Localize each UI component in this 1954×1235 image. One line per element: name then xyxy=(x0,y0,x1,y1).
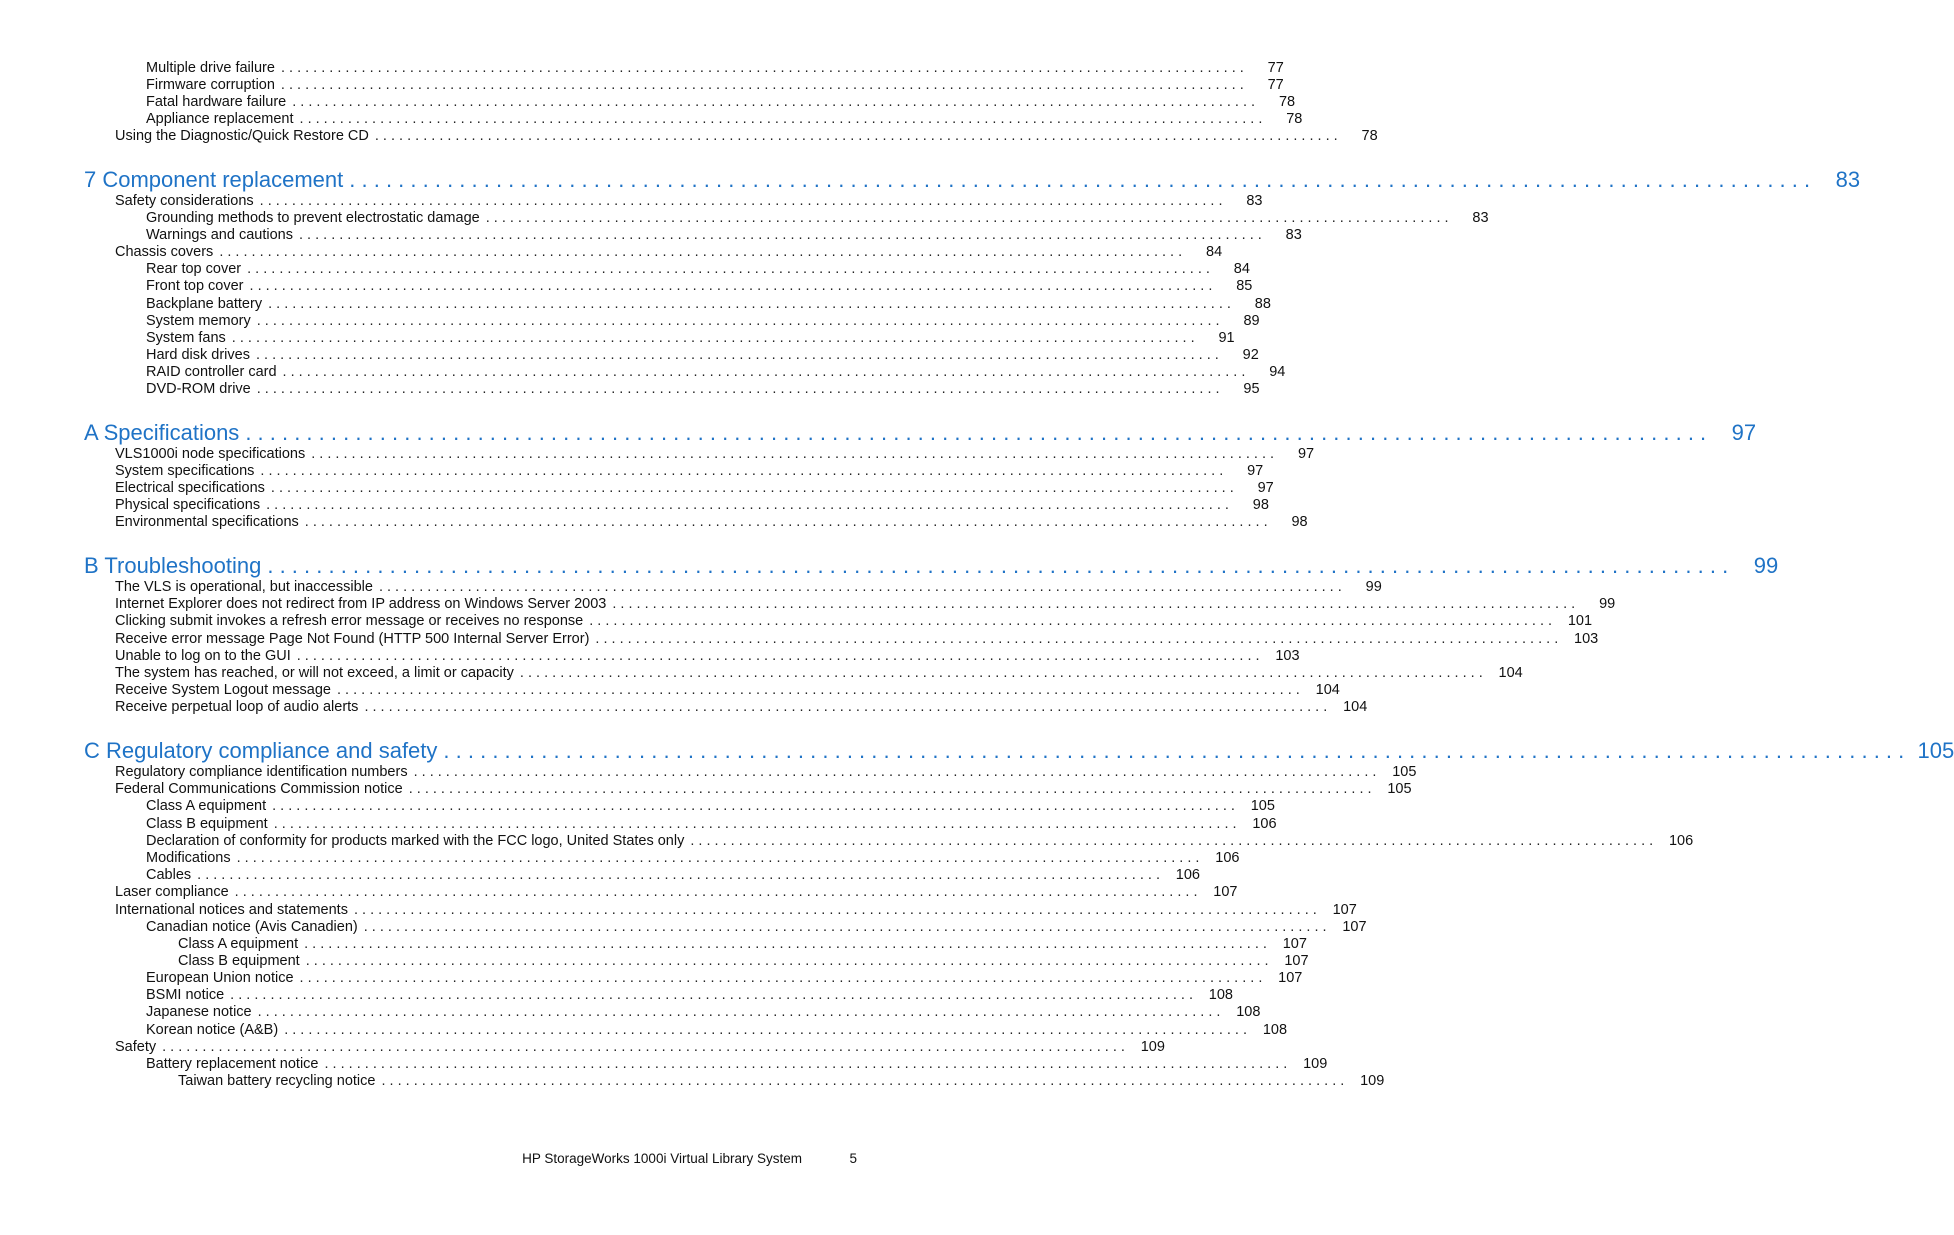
dot-leader: . . . . . . . . . . . . . . . . . . . . . . . . . . . . . . . . . . . . . . . . . . . . . . . . . . . . . . . . . . . . . . . . . . . . . . . . . . . . . . . . . . . . . . . . . . . . . . . . . . . . . . . . . . . . . . . . . . . . . . . . xyxy=(408,781,1372,797)
toc-entry-page: 107 xyxy=(1284,953,1309,969)
toc-entry-title: Chassis covers xyxy=(115,244,214,260)
toc-entry-page: 103 xyxy=(1275,648,1300,664)
toc-entry[interactable] xyxy=(178,1073,1385,1090)
toc-entry-page: 103 xyxy=(1574,631,1599,647)
toc-entry-title: Internet Explorer does not redirect from IP address on Windows Server 2003 xyxy=(115,596,607,612)
toc-entry-title: RAID controller card xyxy=(146,364,277,380)
toc-entry[interactable] xyxy=(146,833,1694,850)
toc-entry-title: European Union notice xyxy=(146,970,294,986)
dot-leader: . . . . . . . . . . . . . . . . . . . . . . . . . . . . . . . . . . . . . . . . . . . . . . . . . . . . . . . . . . . . . . . . . . . . . . . . . . . . . . . . . . . . . . . . . . . . . . . . . . . . . . . . . . . . . . . . . . . . . . . . xyxy=(268,296,1231,312)
dot-leader: . . . . . . . . . . . . . . . . . . . . . . . . . . . . . . . . . . . . . . . . . . . . . . . . . . . . . . . . . . . . . . . . . . . . . . . . . . . . . . . . . . . . . . . . . . . . . . . . . . . . . . . . . . . . . . . . . . . . . . . . xyxy=(364,699,1328,715)
dot-leader: . . . . . . . . . . . . . . . . . . . . . . . . . . . . . . . . . . . . . . . . . . . . . . . . . . . . . . . . . . . . . . . . . . . . . . . . . . . . . . . . . . . . . . . . . . . . . . . . . . . . . . . . . . . . . . . . . . . . . . . . xyxy=(299,970,1263,986)
toc-entry[interactable] xyxy=(115,613,1593,630)
toc-entry-title: System specifications xyxy=(115,463,255,479)
toc-entry[interactable] xyxy=(146,381,1260,398)
dot-leader: . . . . . . . . . . . . . . . . . . . . . . . . . . . . . . . . . . . . . . . . . . . . . . . . . . . . . . . . . . . . . . . . . . . . . . . . . . . . . . . . . . . . . . . . . . . . . . . . . . . . . . . . . . . . . . . . . . . . . . . . xyxy=(595,631,1559,647)
footer-document-title: HP StorageWorks 1000i Virtual Library System xyxy=(522,1151,802,1166)
dot-leader: . . . . . . . . . . . . . . . . . . . . . . . . . . . . . . . . . . . . . . . . . . . . . . . . . . . . . . . . . . . . . . . . . . . . . . . . . . . . . . . . . . . . . . . . . . . . . . . . . . . . . . . . . . . . . . . . . . . . . . . . xyxy=(273,816,1237,832)
toc-entry[interactable] xyxy=(146,77,1284,94)
toc-entry-title: Safety considerations xyxy=(115,193,254,209)
toc-entry-title: Warnings and cautions xyxy=(146,227,293,243)
dot-leader: . . . . . . . . . . . . . . . . . . . . . . . . . . . . . . . . . . . . . . . . . . . . . . . . . . . . . . . . . . . . . . . . . . . . . . . . . . . . . . . . . . . . . . . . . . . . . . . . . . . . . . . . . . . . . . . . . . . . . . . . xyxy=(349,167,1811,192)
toc-entry-page: 104 xyxy=(1315,682,1340,698)
toc-entry-page: 108 xyxy=(1262,1022,1288,1038)
toc-entry-title: Receive error message Page Not Found (HTTP 500 Internal Server Error) xyxy=(115,631,590,647)
dot-leader: . . . . . . . . . . . . . . . . . . . . . . . . . . . . . . . . . . . . . . . . . . . . . . . . . . . . . . . . . . . . . . . . . . . . . . . . . . . . . . . . . . . . . . . . . . . . . . . . . . . . . . . . . . . . . . . . . . . . . . . . xyxy=(612,596,1576,612)
toc-entry-title: Receive perpetual loop of audio alerts xyxy=(115,699,359,715)
toc-entry-title: Physical specifications xyxy=(115,497,261,513)
toc-entry-page: 99 xyxy=(1753,553,1779,578)
toc-entry-page: 107 xyxy=(1282,936,1307,952)
toc-entry-page: 78 xyxy=(1286,111,1303,127)
toc-entry-title: Electrical specifications xyxy=(115,480,265,496)
dot-leader: . . . . . . . . . . . . . . . . . . . . . . . . . . . . . . . . . . . . . . . . . . . . . . . . . . . . . . . . . . . . . . . . . . . . . . . . . . . . . . . . . . . . . . . . . . . . . . . . . . . . . . . . . . . . . . . . . . . . . . . . xyxy=(280,60,1244,76)
toc-entry[interactable] xyxy=(146,210,1489,227)
dot-leader: . . . . . . . . . . . . . . . . . . . . . . . . . . . . . . . . . . . . . . . . . . . . . . . . . . . . . . . . . . . . . . . . . . . . . . . . . . . . . . . . . . . . . . . . . . . . . . . . . . . . . . . . . . . . . . . . . . . . . . . . xyxy=(413,764,1377,780)
toc-entry[interactable] xyxy=(115,446,1315,463)
toc-entry-page: 107 xyxy=(1342,919,1367,935)
toc-entry[interactable] xyxy=(146,867,1200,884)
toc-entry-title: Federal Communications Commission notice xyxy=(115,781,403,797)
toc-entry[interactable] xyxy=(115,579,1382,596)
toc-entry-page: 101 xyxy=(1567,613,1593,629)
dot-leader: . . . . . . . . . . . . . . . . . . . . . . . . . . . . . . . . . . . . . . . . . . . . . . . . . . . . . . . . . . . . . . . . . . . . . . . . . . . . . . . . . . . . . . . . . . . . . . . . . . . . . . . . . . . . . . . . . . . . . . . . xyxy=(305,953,1269,969)
toc-entry-page: 109 xyxy=(1303,1056,1328,1072)
toc-entry-title: Battery replacement notice xyxy=(146,1056,319,1072)
dot-leader: . . . . . . . . . . . . . . . . . . . . . . . . . . . . . . . . . . . . . . . . . . . . . . . . . . . . . . . . . . . . . . . . . . . . . . . . . . . . . . . . . . . . . . . . . . . . . . . . . . . . . . . . . . . . . . . . . . . . . . . . xyxy=(378,579,1342,595)
toc-entry-page: 88 xyxy=(1254,296,1271,312)
toc-entry-title: Class A equipment xyxy=(178,936,299,952)
toc-entry-page: 98 xyxy=(1291,514,1308,530)
dot-leader: . . . . . . . . . . . . . . . . . . . . . . . . . . . . . . . . . . . . . . . . . . . . . . . . . . . . . . . . . . . . . . . . . . . . . . . . . . . . . . . . . . . . . . . . . . . . . . . . . . . . . . . . . . . . . . . . . . . . . . . . xyxy=(304,514,1268,530)
toc-entry-page: 85 xyxy=(1236,278,1253,294)
toc-entry[interactable] xyxy=(115,497,1269,514)
toc-entry[interactable] xyxy=(115,781,1412,798)
dot-leader: . . . . . . . . . . . . . . . . . . . . . . . . . . . . . . . . . . . . . . . . . . . . . . . . . . . . . . . . . . . . . . . . . . . . . . . . . . . . . . . . . . . . . . . . . . . . . . . . . . . . . . . . . . . . . . . . . . . . . . . . xyxy=(280,77,1244,93)
dot-leader: . . . . . . . . . . . . . . . . . . . . . . . . . . . . . . . . . . . . . . . . . . . . . . . . . . . . . . . . . . . . . . . . . . . . . . . . . . . . . . . . . . . . . . . . . . . . . . . . . . . . . . . . . . . . . . . . . . . . . . . . xyxy=(690,833,1654,849)
toc-entry[interactable] xyxy=(115,596,1616,613)
toc-entry-page: 78 xyxy=(1278,94,1296,110)
toc-entry-page: 84 xyxy=(1206,244,1223,260)
toc-entry-page: 78 xyxy=(1361,128,1378,144)
toc-entry-page: 92 xyxy=(1242,347,1259,363)
toc-entry[interactable] xyxy=(146,347,1259,364)
dot-leader: . . . . . . . . . . . . . . . . . . . . . . . . . . . . . . . . . . . . . . . . . . . . . . . . . . . . . . . . . . . . . . . . . . . . . . . . . . . . . . . . . . . . . . . . . . . . . . . . . . . . . . . . . . . . . . . . . . . . . . . . xyxy=(260,463,1224,479)
toc-entry-page: 91 xyxy=(1218,330,1235,346)
dot-leader: . . . . . . . . . . . . . . . . . . . . . . . . . . . . . . . . . . . . . . . . . . . . . . . . . . . . . . . . . . . . . . . . . . . . . . . . . . . . . . . . . . . . . . . . . . . . . . . . . . . . . . . . . . . . . . . . . . . . . . . . xyxy=(266,497,1229,513)
toc-entry-page: 94 xyxy=(1269,364,1286,380)
toc-chapter-heading[interactable] xyxy=(84,553,1779,579)
dot-leader: . . . . . . . . . . . . . . . . . . . . . . . . . . . . . . . . . . . . . . . . . . . . . . . . . . . . . . . . . . . . . . . . . . . . . . . . . . . . . . . . . . . . . . . . . . . . . . . . . . . . . . . . . . . . . . . . . . . . . . . . xyxy=(324,1056,1288,1072)
toc-entry[interactable] xyxy=(146,816,1277,833)
toc-entry-title: Hard disk drives xyxy=(146,347,250,363)
dot-leader: . . . . . . . . . . . . . . . . . . . . . . . . . . . . . . . . . . . . . . . . . . . . . . . . . . . . . . . . . . . . . . . . . . . . . . . . . . . . . . . . . . . . . . . . . . . . . . . . . . . . . . . . . . . . . . . . . . . . . . . . xyxy=(381,1073,1345,1089)
toc-entry-title: Multiple drive failure xyxy=(146,60,275,76)
toc-entry[interactable] xyxy=(115,764,1417,781)
dot-leader: . . . . . . . . . . . . . . . . . . . . . . . . . . . . . . . . . . . . . . . . . . . . . . . . . . . . . . . . . . . . . . . . . . . . . . . . . . . . . . . . . . . . . . . . . . . . . . . . . . . . . . . . . . . . . . . . . . . . . . . . xyxy=(298,227,1262,243)
toc-entry[interactable] xyxy=(146,94,1296,111)
toc-entry[interactable] xyxy=(178,936,1307,953)
toc-entry[interactable] xyxy=(146,227,1302,244)
dot-leader: . . . . . . . . . . . . . . . . . . . . . . . . . . . . . . . . . . . . . . . . . . . . . . . . . . . . . . . . . . . . . . . . . . . . . . . . . . . . . . . . . . . . . . . . . . . . . . . . . . . . . . . . . . . . . . . . . . . . . . . . xyxy=(162,1039,1125,1055)
toc-entry-page: 99 xyxy=(1365,579,1382,595)
toc-entry-title: Class A equipment xyxy=(146,798,267,814)
toc-entry-title: Cables xyxy=(146,867,192,883)
toc-entry-page: 97 xyxy=(1257,480,1274,496)
toc-entry-page: 106 xyxy=(1252,816,1277,832)
dot-leader: . . . . . . . . . . . . . . . . . . . . . . . . . . . . . . . . . . . . . . . . . . . . . . . . . . . . . . . . . . . . . . . . . . . . . . . . . . . . . . . . . . . . . . . . . . . . . . . . . . . . . . . . . . . . . . . . . . . . . . . . xyxy=(337,682,1300,698)
toc-entry-page: 108 xyxy=(1208,987,1233,1003)
dot-leader: . . . . . . . . . . . . . . . . . . . . . . . . . . . . . . . . . . . . . . . . . . . . . . . . . . . . . . . . . . . . . . . . . . . . . . . . . . . . . . . . . . . . . . . . . . . . . . . . . . . . . . . . . . . . . . . . . . . . . . . . xyxy=(234,884,1198,900)
toc-entry-title: Front top cover xyxy=(146,278,244,294)
toc-entry[interactable] xyxy=(115,884,1238,901)
toc-entry-title: Fatal hardware failure xyxy=(146,94,287,110)
dot-leader: . . . . . . . . . . . . . . . . . . . . . . . . . . . . . . . . . . . . . . . . . . . . . . . . . . . . . . . . . . . . . . . . . . . . . . . . . . . . . . . . . . . . . . . . . . . . . . . . . . . . . . . . . . . . . . . . . . . . . . . . xyxy=(236,850,1200,866)
toc-entry-page: 77 xyxy=(1267,60,1284,76)
toc-entry-title: Laser compliance xyxy=(115,884,229,900)
toc-entry-title: Class B equipment xyxy=(178,953,300,969)
toc-entry-page: 99 xyxy=(1599,596,1616,612)
toc-entry-page: 107 xyxy=(1278,970,1303,986)
toc-entry[interactable] xyxy=(146,278,1253,295)
toc-chapter-heading[interactable] xyxy=(84,738,1954,764)
toc-entry-page: 109 xyxy=(1140,1039,1165,1055)
toc-entry-title: The VLS is operational, but inaccessible xyxy=(115,579,373,595)
toc-entry-page: 95 xyxy=(1243,381,1260,397)
toc-entry[interactable] xyxy=(146,313,1260,330)
toc-entry-page: 97 xyxy=(1247,463,1264,479)
toc-entry-title: Appliance replacement xyxy=(146,111,294,127)
toc-entry-title: Receive System Logout message xyxy=(115,682,331,698)
toc-entry-page: 83 xyxy=(1246,193,1263,209)
toc-entry[interactable] xyxy=(146,970,1303,987)
toc-entry[interactable] xyxy=(146,1004,1261,1021)
dot-leader: . . . . . . . . . . . . . . . . . . . . . . . . . . . . . . . . . . . . . . . . . . . . . . . . . . . . . . . . . . . . . . . . . . . . . . . . . . . . . . . . . . . . . . . . . . . . . . . . . . . . . . . . . . . . . . . . . . . . . . . . xyxy=(589,613,1553,629)
toc-entry[interactable] xyxy=(146,60,1284,77)
dot-leader: . . . . . . . . . . . . . . . . . . . . . . . . . . . . . . . . . . . . . . . . . . . . . . . . . . . . . . . . . . . . . . . . . . . . . . . . . . . . . . . . . . . . . . . . . . . . . . . . . . . . . . . . . . . . . . . . . . . . . . . . xyxy=(304,936,1267,952)
toc-entry-title: B Troubleshooting xyxy=(84,553,262,578)
toc-entry-page: 97 xyxy=(1297,446,1315,462)
toc-entry-title: C Regulatory compliance and safety xyxy=(84,738,438,763)
dot-leader: . . . . . . . . . . . . . . . . . . . . . . . . . . . . . . . . . . . . . . . . . . . . . . . . . . . . . . . . . . . . . . . . . . . . . . . . . . . . . . . . . . . . . . . . . . . . . . . . . . . . . . . . . . . . . . . . . . . . . . . . xyxy=(231,330,1195,346)
toc-entry-title: System memory xyxy=(146,313,251,329)
toc-entry-title: Backplane battery xyxy=(146,296,263,312)
toc-entry-title: Canadian notice (Avis Canadien) xyxy=(146,919,358,935)
toc-entry-page: 89 xyxy=(1243,313,1260,329)
toc-entry-title: VLS1000i node specifications xyxy=(115,446,306,462)
toc-entry[interactable] xyxy=(146,798,1275,815)
toc-entry-title: System fans xyxy=(146,330,226,346)
dot-leader: . . . . . . . . . . . . . . . . . . . . . . . . . . . . . . . . . . . . . . . . . . . . . . . . . . . . . . . . . . . . . . . . . . . . . . . . . . . . . . . . . . . . . . . . . . . . . . . . . . . . . . . . . . . . . . . . . . . . . . . . xyxy=(255,347,1219,363)
toc-entry-page: 105 xyxy=(1392,764,1417,780)
toc-entry[interactable] xyxy=(115,480,1274,497)
dot-leader: . . . . . . . . . . . . . . . . . . . . . . . . . . . . . . . . . . . . . . . . . . . . . . . . . . . . . . . . . . . . . . . . . . . . . . . . . . . . . . . . . . . . . . . . . . . . . . . . . . . . . . . . . . . . . . . . . . . . . . . . xyxy=(374,128,1338,144)
toc-entry-title: Rear top cover xyxy=(146,261,242,277)
toc-entry-page: 83 xyxy=(1472,210,1489,226)
toc-entry-title: Unable to log on to the GUI xyxy=(115,648,291,664)
toc-entry-page: 106 xyxy=(1215,850,1240,866)
toc-entry-page: 98 xyxy=(1252,497,1269,513)
toc-entry-page: 107 xyxy=(1213,884,1238,900)
toc-entry[interactable] xyxy=(146,1022,1288,1039)
toc-entry[interactable] xyxy=(115,128,1378,145)
dot-leader: . . . . . . . . . . . . . . . . . . . . . . . . . . . . . . . . . . . . . . . . . . . . . . . . . . . . . . . . . . . . . . . . . . . . . . . . . . . . . . . . . . . . . . . . . . . . . . . . . . . . . . . . . . . . . . . . . . . . . . . . xyxy=(311,446,1275,462)
toc-entry[interactable] xyxy=(146,919,1367,936)
toc-entry-title: Using the Diagnostic/Quick Restore CD xyxy=(115,128,369,144)
toc-entry[interactable] xyxy=(146,1056,1328,1073)
toc-entry-page: 105 xyxy=(1917,738,1954,763)
toc-entry[interactable] xyxy=(115,463,1264,480)
toc-entry-title: Declaration of conformity for products marked with the FCC logo, United States only xyxy=(146,833,685,849)
toc-entry[interactable] xyxy=(178,953,1309,970)
toc-entry-title: Environmental specifications xyxy=(115,514,299,530)
toc-entry-page: 106 xyxy=(1668,833,1694,849)
toc-entry[interactable] xyxy=(115,193,1263,210)
toc-entry[interactable] xyxy=(115,682,1340,699)
toc-entry-page: 83 xyxy=(1835,167,1861,192)
dot-leader: . . . . . . . . . . . . . . . . . . . . . . . . . . . . . . . . . . . . . . . . . . . . . . . . . . . . . . . . . . . . . . . . . . . . . . . . . . . . . . . . . . . . . . . . . . . . . . . . . . . . . . . . . . . . . . . . . . . . . . . . xyxy=(256,381,1220,397)
toc-entry-page: 83 xyxy=(1285,227,1302,243)
dot-leader: . . . . . . . . . . . . . . . . . . . . . . . . . . . . . . . . . . . . . . . . . . . . . . . . . . . . . . . . . . . . . . . . . . . . . . . . . . . . . . . . . . . . . . . . . . . . . . . . . . . . . . . . . . . . . . . . . . . . . . . . xyxy=(230,987,1193,1003)
toc-entry-title: Regulatory compliance identification numbers xyxy=(115,764,408,780)
toc-entry-title: Modifications xyxy=(146,850,231,866)
toc-entry[interactable] xyxy=(115,1039,1165,1056)
toc-entry[interactable] xyxy=(146,364,1286,381)
toc-entry-title: 7 Component replacement xyxy=(84,167,344,192)
toc-entry-title: Korean notice (A&B) xyxy=(146,1022,279,1038)
dot-leader: . . . . . . . . . . . . . . . . . . . . . . . . . . . . . . . . . . . . . . . . . . . . . . . . . . . . . . . . . . . . . . . . . . . . . . . . . . . . . . . . . . . . . . . . . . . . . . . . . . . . . . . . . . . . . . . . . . . . . . . . xyxy=(443,738,1905,763)
toc-entry[interactable] xyxy=(115,699,1368,716)
dot-leader: . . . . . . . . . . . . . . . . . . . . . . . . . . . . . . . . . . . . . . . . . . . . . . . . . . . . . . . . . . . . . . . . . . . . . . . . . . . . . . . . . . . . . . . . . . . . . . . . . . . . . . . . . . . . . . . . . . . . . . . . xyxy=(284,1022,1248,1038)
toc-entry-title: Class B equipment xyxy=(146,816,268,832)
dot-leader: . . . . . . . . . . . . . . . . . . . . . . . . . . . . . . . . . . . . . . . . . . . . . . . . . . . . . . . . . . . . . . . . . . . . . . . . . . . . . . . . . . . . . . . . . . . . . . . . . . . . . . . . . . . . . . . . . . . . . . . . xyxy=(272,798,1235,814)
dot-leader: . . . . . . . . . . . . . . . . . . . . . . . . . . . . . . . . . . . . . . . . . . . . . . . . . . . . . . . . . . . . . . . . . . . . . . . . . . . . . . . . . . . . . . . . . . . . . . . . . . . . . . . . . . . . . . . . . . . . . . . . xyxy=(247,261,1210,277)
toc-entry[interactable] xyxy=(146,987,1233,1004)
toc-entry-title: Taiwan battery recycling notice xyxy=(178,1073,376,1089)
footer-page-number: 5 xyxy=(849,1151,857,1166)
toc-entry-page: 107 xyxy=(1332,902,1357,918)
toc-entry-page: 106 xyxy=(1175,867,1200,883)
dot-leader: . . . . . . . . . . . . . . . . . . . . . . . . . . . . . . . . . . . . . . . . . . . . . . . . . . . . . . . . . . . . . . . . . . . . . . . . . . . . . . . . . . . . . . . . . . . . . . . . . . . . . . . . . . . . . . . . . . . . . . . . xyxy=(249,278,1213,294)
dot-leader: . . . . . . . . . . . . . . . . . . . . . . . . . . . . . . . . . . . . . . . . . . . . . . . . . . . . . . . . . . . . . . . . . . . . . . . . . . . . . . . . . . . . . . . . . . . . . . . . . . . . . . . . . . . . . . . . . . . . . . . . xyxy=(267,553,1729,578)
toc-entry-page: 105 xyxy=(1250,798,1275,814)
toc-entry-title: BSMI notice xyxy=(146,987,225,1003)
toc-entry-title: DVD-ROM drive xyxy=(146,381,251,397)
dot-leader: . . . . . . . . . . . . . . . . . . . . . . . . . . . . . . . . . . . . . . . . . . . . . . . . . . . . . . . . . . . . . . . . . . . . . . . . . . . . . . . . . . . . . . . . . . . . . . . . . . . . . . . . . . . . . . . . . . . . . . . . xyxy=(519,665,1483,681)
dot-leader: . . . . . . . . . . . . . . . . . . . . . . . . . . . . . . . . . . . . . . . . . . . . . . . . . . . . . . . . . . . . . . . . . . . . . . . . . . . . . . . . . . . . . . . . . . . . . . . . . . . . . . . . . . . . . . . . . . . . . . . . xyxy=(485,210,1449,226)
toc-entry[interactable] xyxy=(115,244,1223,261)
dot-leader: . . . . . . . . . . . . . . . . . . . . . . . . . . . . . . . . . . . . . . . . . . . . . . . . . . . . . . . . . . . . . . . . . . . . . . . . . . . . . . . . . . . . . . . . . . . . . . . . . . . . . . . . . . . . . . . . . . . . . . . . xyxy=(270,480,1234,496)
dot-leader: . . . . . . . . . . . . . . . . . . . . . . . . . . . . . . . . . . . . . . . . . . . . . . . . . . . . . . . . . . . . . . . . . . . . . . . . . . . . . . . . . . . . . . . . . . . . . . . . . . . . . . . . . . . . . . . . . . . . . . . . xyxy=(259,193,1223,209)
toc-entry-title: Japanese notice xyxy=(146,1004,252,1020)
toc-entry-title: The system has reached, or will not exceed, a limit or capacity xyxy=(115,665,514,681)
toc-entry[interactable] xyxy=(146,850,1240,867)
toc-entry-page: 97 xyxy=(1731,420,1757,445)
dot-leader: . . . . . . . . . . . . . . . . . . . . . . . . . . . . . . . . . . . . . . . . . . . . . . . . . . . . . . . . . . . . . . . . . . . . . . . . . . . . . . . . . . . . . . . . . . . . . . . . . . . . . . . . . . . . . . . . . . . . . . . . xyxy=(245,420,1707,445)
dot-leader: . . . . . . . . . . . . . . . . . . . . . . . . . . . . . . . . . . . . . . . . . . . . . . . . . . . . . . . . . . . . . . . . . . . . . . . . . . . . . . . . . . . . . . . . . . . . . . . . . . . . . . . . . . . . . . . . . . . . . . . . xyxy=(296,648,1260,664)
toc-entry-title: International notices and statements xyxy=(115,902,348,918)
dot-leader: . . . . . . . . . . . . . . . . . . . . . . . . . . . . . . . . . . . . . . . . . . . . . . . . . . . . . . . . . . . . . . . . . . . . . . . . . . . . . . . . . . . . . . . . . . . . . . . . . . . . . . . . . . . . . . . . . . . . . . . . xyxy=(257,1004,1221,1020)
toc-entry-page: 77 xyxy=(1267,77,1284,93)
toc-entry[interactable] xyxy=(146,111,1303,128)
page-footer xyxy=(0,1151,954,1171)
toc-entry[interactable] xyxy=(115,631,1599,648)
dot-leader: . . . . . . . . . . . . . . . . . . . . . . . . . . . . . . . . . . . . . . . . . . . . . . . . . . . . . . . . . . . . . . . . . . . . . . . . . . . . . . . . . . . . . . . . . . . . . . . . . . . . . . . . . . . . . . . . . . . . . . . . xyxy=(363,919,1327,935)
toc-entry-page: 104 xyxy=(1498,665,1523,681)
toc-entry-page: 109 xyxy=(1360,1073,1385,1089)
dot-leader: . . . . . . . . . . . . . . . . . . . . . . . . . . . . . . . . . . . . . . . . . . . . . . . . . . . . . . . . . . . . . . . . . . . . . . . . . . . . . . . . . . . . . . . . . . . . . . . . . . . . . . . . . . . . . . . . . . . . . . . . xyxy=(353,902,1317,918)
toc-entry-title: Safety xyxy=(115,1039,157,1055)
toc-entry-page: 104 xyxy=(1343,699,1368,715)
toc-entry[interactable] xyxy=(115,902,1357,919)
toc-entry[interactable] xyxy=(115,665,1523,682)
toc-entry[interactable] xyxy=(146,330,1235,347)
toc-chapter-heading[interactable] xyxy=(84,167,1861,193)
toc-entry-title: Firmware corruption xyxy=(146,77,275,93)
toc-entry[interactable] xyxy=(146,261,1250,278)
dot-leader: . . . . . . . . . . . . . . . . . . . . . . . . . . . . . . . . . . . . . . . . . . . . . . . . . . . . . . . . . . . . . . . . . . . . . . . . . . . . . . . . . . . . . . . . . . . . . . . . . . . . . . . . . . . . . . . . . . . . . . . . xyxy=(299,111,1263,127)
toc-entry-page: 108 xyxy=(1236,1004,1261,1020)
toc-entry-title: A Specifications xyxy=(84,420,240,445)
toc-chapter-heading[interactable] xyxy=(84,420,1757,446)
dot-leader: . . . . . . . . . . . . . . . . . . . . . . . . . . . . . . . . . . . . . . . . . . . . . . . . . . . . . . . . . . . . . . . . . . . . . . . . . . . . . . . . . . . . . . . . . . . . . . . . . . . . . . . . . . . . . . . . . . . . . . . . xyxy=(219,244,1183,260)
dot-leader: . . . . . . . . . . . . . . . . . . . . . . . . . . . . . . . . . . . . . . . . . . . . . . . . . . . . . . . . . . . . . . . . . . . . . . . . . . . . . . . . . . . . . . . . . . . . . . . . . . . . . . . . . . . . . . . . . . . . . . . . xyxy=(282,364,1246,380)
dot-leader: . . . . . . . . . . . . . . . . . . . . . . . . . . . . . . . . . . . . . . . . . . . . . . . . . . . . . . . . . . . . . . . . . . . . . . . . . . . . . . . . . . . . . . . . . . . . . . . . . . . . . . . . . . . . . . . . . . . . . . . . xyxy=(256,313,1220,329)
toc-entry-page: 84 xyxy=(1233,261,1250,277)
toc-entry-title: Grounding methods to prevent electrostatic damage xyxy=(146,210,480,226)
toc-entry-title: Clicking submit invokes a refresh error message or receives no response xyxy=(115,613,584,629)
toc-entry[interactable] xyxy=(115,648,1300,665)
toc-entry-page: 105 xyxy=(1387,781,1412,797)
toc-entry[interactable] xyxy=(115,514,1308,531)
dot-leader: . . . . . . . . . . . . . . . . . . . . . . . . . . . . . . . . . . . . . . . . . . . . . . . . . . . . . . . . . . . . . . . . . . . . . . . . . . . . . . . . . . . . . . . . . . . . . . . . . . . . . . . . . . . . . . . . . . . . . . . . xyxy=(197,867,1160,883)
toc-entry[interactable] xyxy=(146,296,1271,313)
dot-leader: . . . . . . . . . . . . . . . . . . . . . . . . . . . . . . . . . . . . . . . . . . . . . . . . . . . . . . . . . . . . . . . . . . . . . . . . . . . . . . . . . . . . . . . . . . . . . . . . . . . . . . . . . . . . . . . . . . . . . . . . xyxy=(292,94,1256,110)
